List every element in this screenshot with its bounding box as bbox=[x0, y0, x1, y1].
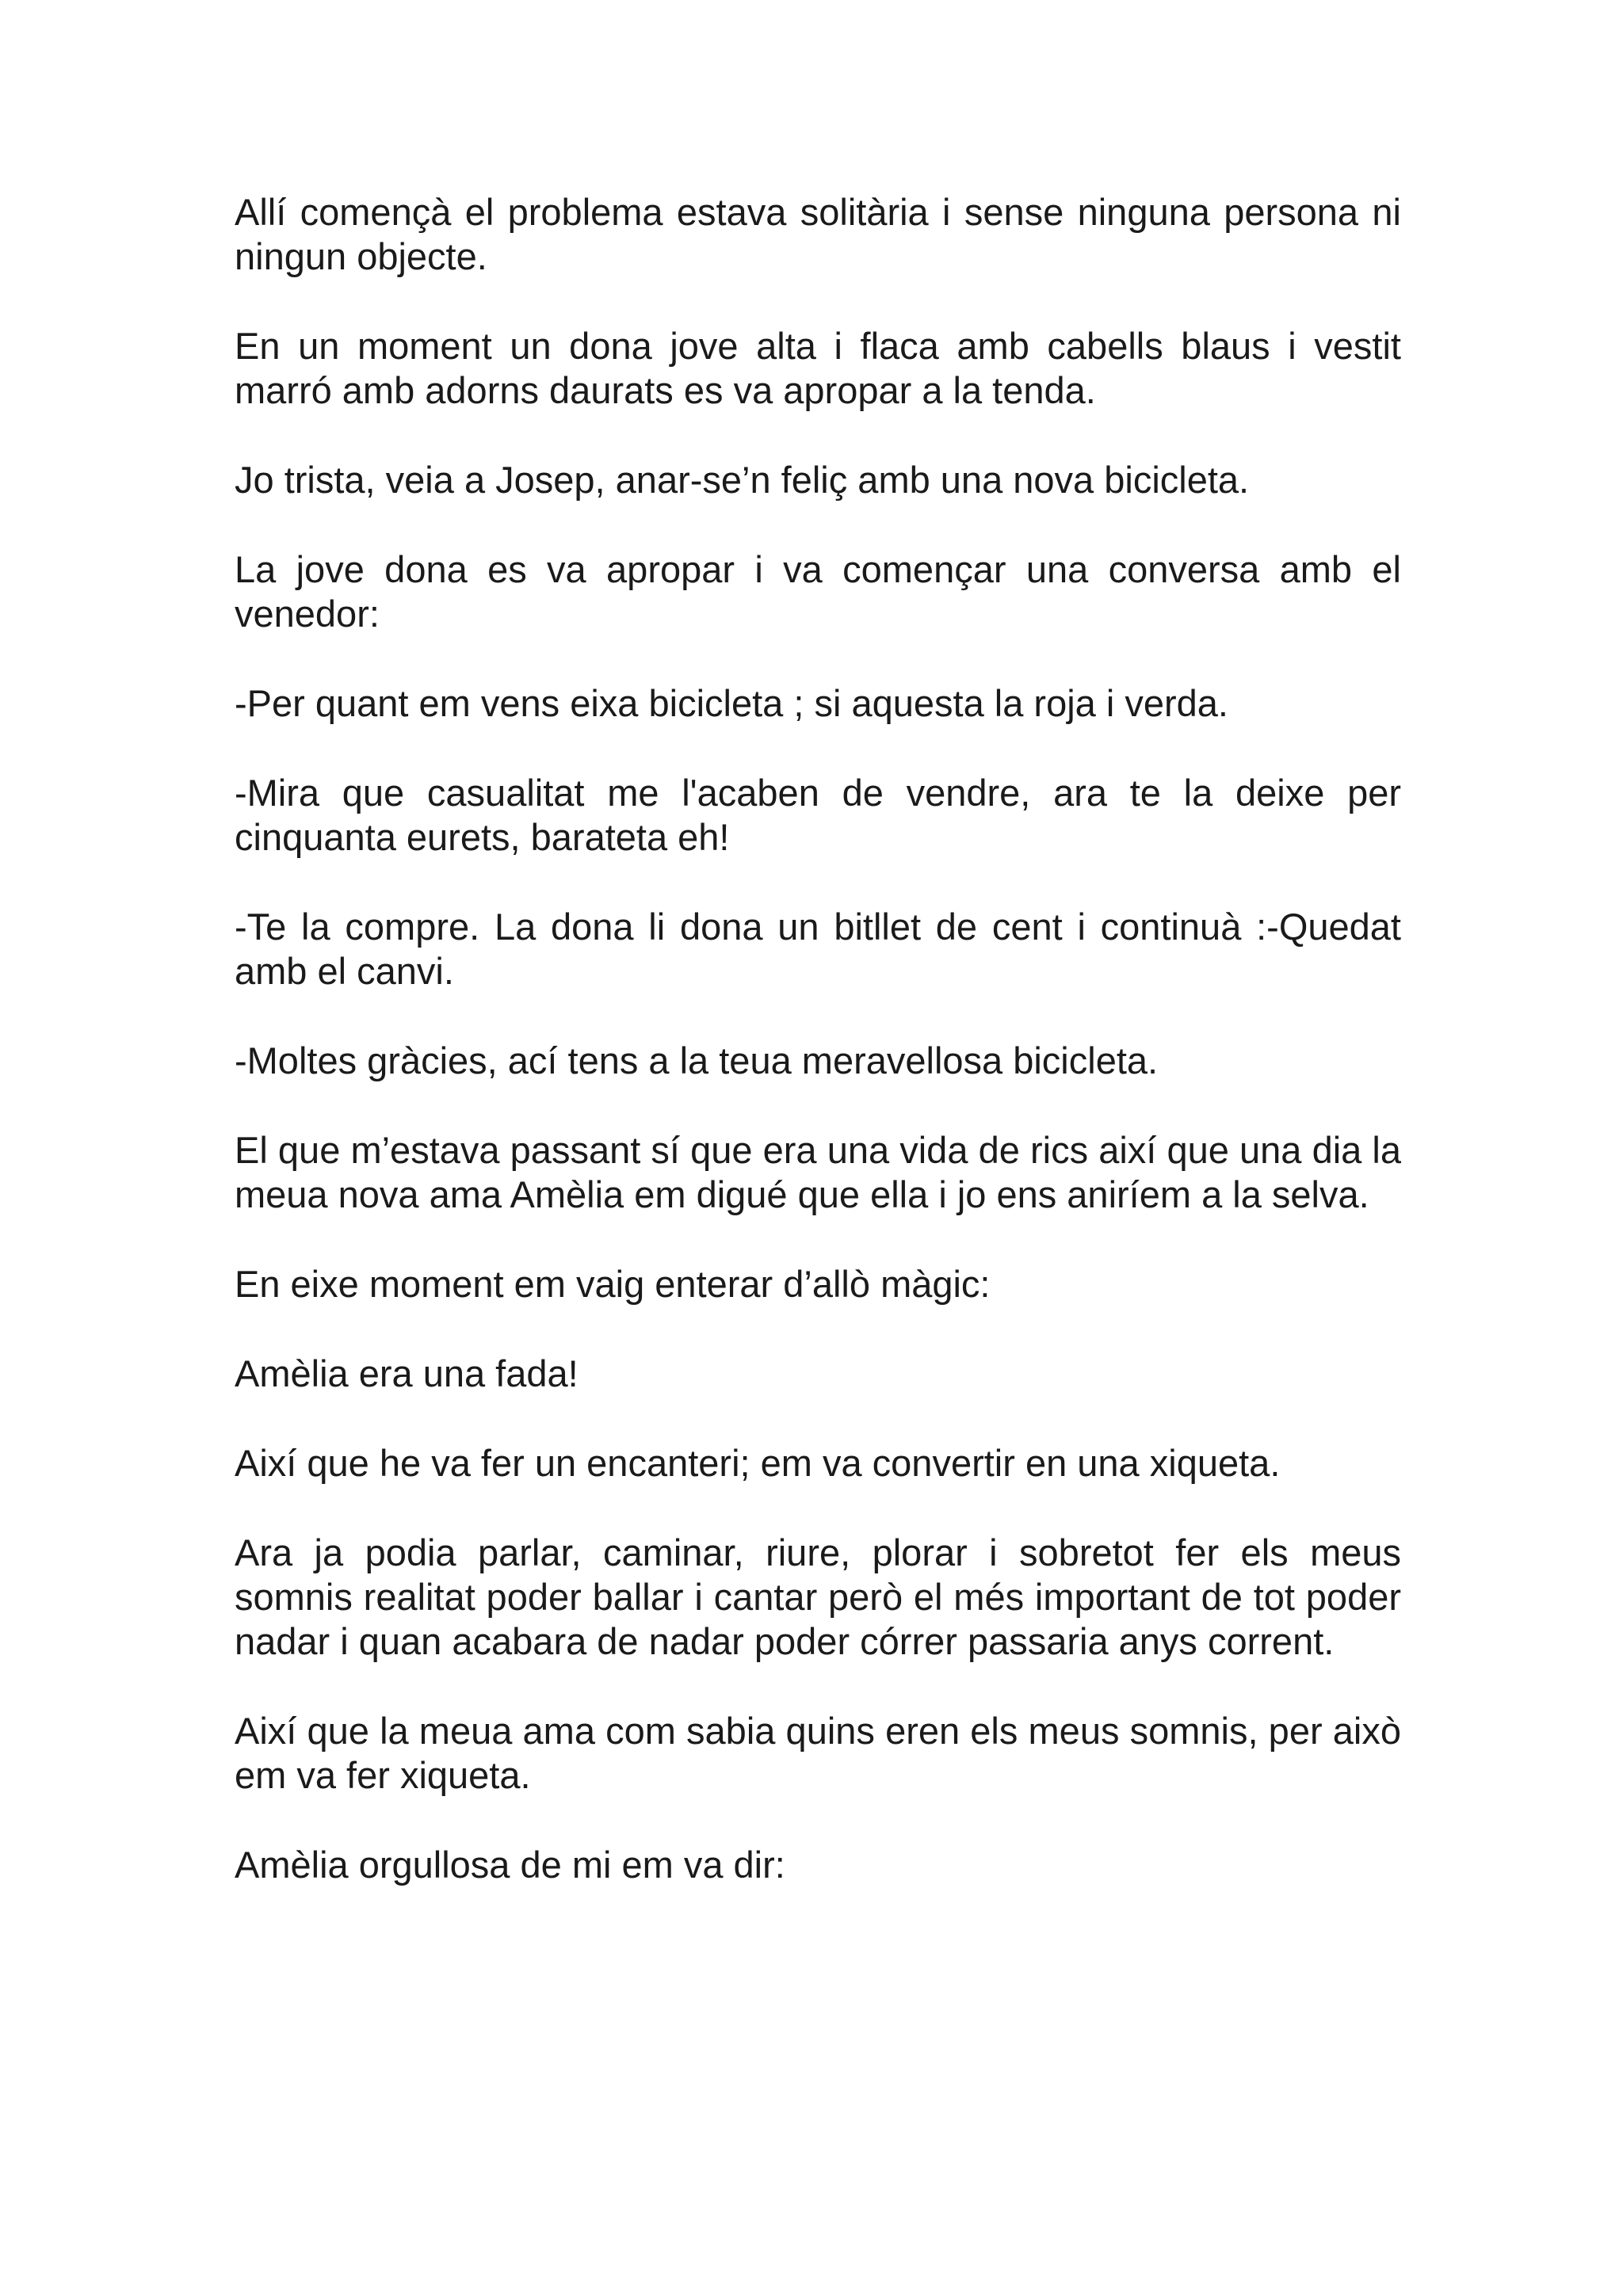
paragraph: El que m’estava passant sí que era una vida de rics així que una dia la meua nova ama Amèlia em digué que ella i jo ens aniríem a la selva. bbox=[235, 1129, 1401, 1215]
paragraph: -Te la compre. La dona li dona un bitllet de cent i continuà :-Quedat amb el canvi. bbox=[235, 906, 1401, 992]
paragraph: Amèlia era una fada! bbox=[235, 1352, 579, 1394]
paragraph: -Per quant em vens eixa bicicleta ; si aquesta la roja i verda. bbox=[235, 682, 1228, 724]
paragraph: En eixe moment em vaig enterar d’allò màgic: bbox=[235, 1263, 991, 1305]
paragraph: Així que la meua ama com sabia quins eren els meus somnis, per això em va fer xiqueta. bbox=[235, 1710, 1401, 1796]
paragraph: Allí començà el problema estava solitària i sense ninguna persona ni ningun objecte. bbox=[235, 191, 1401, 277]
paragraph: -Moltes gràcies, ací tens a la teua meravellosa bicicleta. bbox=[235, 1039, 1159, 1081]
paragraph: -Mira que casualitat me l'acaben de vendre, ara te la deixe per cinquanta eurets, barateta eh! bbox=[235, 772, 1401, 858]
paragraph: La jove dona es va apropar i va començar una conversa amb el venedor: bbox=[235, 548, 1401, 635]
text-body bbox=[235, 190, 1401, 1932]
paragraph: Així que he va fer un encanteri; em va convertir en una xiqueta. bbox=[235, 1442, 1281, 1484]
paragraph: En un moment un dona jove alta i flaca amb cabells blaus i vestit marró amb adorns daurats es va apropar a la tenda. bbox=[235, 325, 1401, 411]
paragraph: Amèlia orgullosa de mi em va dir: bbox=[235, 1844, 785, 1886]
paragraph: Ara ja podia parlar, caminar, riure, plorar i sobretot fer els meus somnis realitat poder ballar i cantar però el més important de tot poder nadar i quan acabara de nadar poder córrer passaria anys corrent. bbox=[235, 1531, 1401, 1662]
paragraph: Jo trista, veia a Josep, anar-se’n feliç amb una nova bicicleta. bbox=[235, 459, 1250, 501]
